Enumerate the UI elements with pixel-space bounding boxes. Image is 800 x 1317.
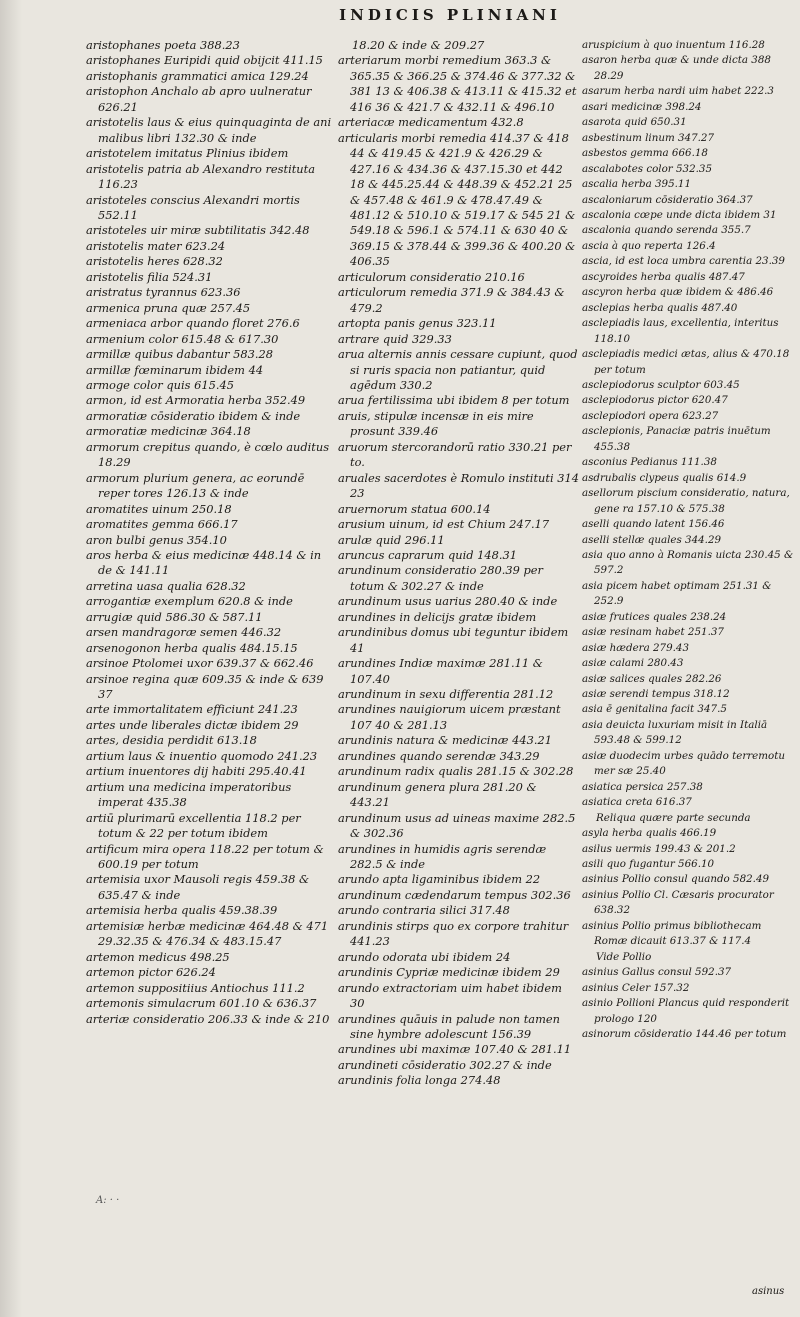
index-entry: artes unde liberales dictæ ibidem 29: [86, 717, 299, 732]
index-entry: asiæ salices quales 282.26: [582, 672, 722, 685]
index-entry: armenica pruna quæ 257.45: [86, 300, 251, 315]
index-entry: asiatica creta 616.37: [582, 796, 692, 809]
index-entry: aruis, stipulæ incensæ in eis mire prosunt 339.46: [338, 408, 534, 439]
index-entry: 18.20 & inde & 209.27: [352, 38, 485, 52]
index-entry: aristotelis patria ab Alexandro restituta 116.23: [86, 161, 316, 192]
index-entry: arundo extractoriam uim habet ibidem 30: [338, 980, 562, 1011]
index-entry: asia ē genitalina facit 347.5: [582, 703, 727, 716]
index-entry: arundinibus domus ubi teguntur ibidem 41: [338, 625, 569, 655]
index-entry: arundinis natura & medicinæ 443.21: [338, 733, 552, 748]
index-entry: ascyron herba quæ ibidem & 486.46: [582, 286, 774, 299]
index-entry: Reliqua quære parte secunda: [596, 811, 751, 824]
index-entry: aruales sacerdotes è Romulo instituti 314 23: [338, 470, 579, 501]
index-entry: artium una medicina imperatoribus imperat 435.38: [86, 779, 292, 810]
index-entry: arua fertilissima ubi ibidem 8 per totum: [338, 393, 570, 408]
index-entry: asinius Pollio primus bibliothecam Romæ dicauit 613.37 & 117.4: [582, 919, 762, 948]
index-entry: artemon medicus 498.25: [86, 949, 230, 964]
index-entry: asilus uermis 199.43 & 201.2: [582, 842, 736, 855]
index-entry: arteriacæ medicamentum 432.8: [338, 115, 524, 130]
index-entry: arundo contraria silici 317.48: [338, 903, 510, 918]
index-entry: arteriarum morbi remedium 363.3 & 365.35 & 366.25 & 374.46 & 377.32 & 381 13 & 406.38 & 413.11 & 415.32 et 416 36 & 421.7 & 432.11 & 496.10: [338, 53, 577, 114]
index-entry: asbestos gemma 666.18: [582, 147, 708, 160]
index-entry: asclepiodori opera 623.27: [582, 409, 719, 422]
index-entry: arusium uinum, id est Chium 247.17: [338, 517, 550, 532]
index-entry: ascalonia quando serenda 355.7: [582, 224, 751, 237]
index-entry: artopta panis genus 323.11: [338, 316, 497, 331]
index-entry: aruspicium à quo inuentum 116.28: [582, 39, 765, 51]
index-entry: artemisiæ herbæ medicinæ 464.48 & 471 29.32.35 & 476.34 & 483.15.47: [86, 918, 329, 949]
index-entry: artemon pictor 626.24: [86, 965, 216, 980]
index-entry: asclepionis, Panaciæ patris inuētum 455.38: [582, 425, 771, 453]
index-entry: arundinis stirps quo ex corpore trahitur 441.23: [338, 918, 569, 949]
index-entry: asarum herba nardi uim habet 222.3: [582, 85, 774, 98]
index-entry: articulorum consideratio 210.16: [338, 269, 525, 284]
index-entry: aselli quando latent 156.46: [582, 518, 725, 531]
index-entry: arrugiæ quid 586.30 & 587.11: [86, 609, 263, 624]
index-column-3: [582, 38, 798, 1042]
index-entry: articulorum remedia 371.9 & 384.43 & 479.2: [338, 285, 565, 315]
index-entry: asdrubalis clypeus qualis 614.9: [582, 471, 747, 484]
index-entry: arundines quando serendæ 343.29: [338, 748, 540, 763]
index-entry: artrare quid 329.33: [338, 331, 452, 346]
index-entry: asiæ serendi tempus 318.12: [582, 688, 730, 701]
index-entry: aros herba & eius medicinæ 448.14 & in de & 141.11: [86, 547, 322, 578]
index-entry: arundineti cōsideratio 302.27 & inde: [338, 1057, 552, 1072]
index-entry: arundines nauigiorum uicem præstant 107 40 & 281.13: [338, 702, 561, 732]
index-entry: asili quo fugantur 566.10: [582, 858, 715, 871]
index-entry: aromatites gemma 666.17: [86, 517, 238, 532]
index-entry: aruncus caprarum quid 148.31: [338, 547, 518, 562]
index-column-2: [338, 38, 580, 1089]
index-entry: armoratiæ medicinæ 364.18: [86, 424, 251, 439]
index-entry: arretina uasa qualia 628.32: [86, 578, 246, 593]
index-entry: asia picem habet optimam 251.31 & 252.9: [582, 579, 772, 608]
index-entry: aristophon Anchalo ab apro uulneratur 626.21: [86, 84, 312, 114]
index-entry: armenium color 615.48 & 617.30: [86, 331, 279, 346]
index-entry: artemon suppositiius Antiochus 111.2: [86, 980, 305, 995]
index-entry: artium laus & inuentio quomodo 241.23: [86, 748, 318, 763]
index-entry: aromatites uinum 250.18: [86, 501, 232, 516]
index-entry: ascaloniarum cōsideratio 364.37: [582, 193, 753, 206]
index-entry: asiæ calami 280.43: [582, 657, 684, 670]
index-entry: asclepiodorus sculptor 603.45: [582, 378, 740, 391]
index-entry: arte immortalitatem efficiunt 241.23: [86, 702, 298, 717]
index-entry: ascalonia cœpe unde dicta ibidem 31: [582, 208, 777, 221]
index-entry: asbestinum linum 347.27: [582, 131, 715, 144]
index-entry: artemisia herba qualis 459.38.39: [86, 903, 278, 918]
index-entry: arundines Indiæ maximæ 281.11 & 107.40: [338, 656, 543, 686]
index-entry: aristoteles conscius Alexandri mortis 552.11: [86, 192, 300, 222]
index-entry: armorum crepitus quando, è cœlo auditus 18.29: [86, 439, 330, 470]
index-entry: armoratiæ cōsideratio ibidem & inde: [86, 408, 301, 423]
index-entry: asinius Celer 157.32: [582, 981, 690, 994]
index-entry: arundines in humidis agris serendæ 282.5 & inde: [338, 841, 547, 872]
index-entry: asclepiadis laus, excellentia, interitus 118.10: [582, 317, 779, 345]
index-entry: asinius Gallus consul 592.37: [582, 966, 732, 979]
index-entry: ascalabotes color 532.35: [582, 162, 713, 175]
index-entry: arundines quāuis in palude non tamen sine hymbre adolescunt 156.39: [338, 1011, 560, 1041]
index-entry: armeniaca arbor quando floret 276.6: [86, 316, 300, 331]
index-entry: artes, desidia perdidit 613.18: [86, 733, 257, 748]
index-entry: arundinum cædendarum tempus 302.36: [338, 887, 571, 902]
index-entry: ascalia herba 395.11: [582, 178, 692, 191]
index-entry: asiæ resinam habet 251.37: [582, 626, 724, 639]
page-mark: A: · ·: [96, 1195, 120, 1206]
index-entry: arrogantiæ exemplum 620.8 & inde: [86, 594, 293, 609]
index-entry: articularis morbi remedia 414.37 & 418 44 & 419.45 & 421.9 & 426.29 & 427.16 & 434.36 & 437.15.30 et 442 18 & 445.25.44 & 448.39 & 452.21 25 & 457.48 & 461.9 & 478.47.49 & 481.12 & 510.10 & 519.17 & 545 21 & 549.18 & 596.1 & 574.11 & 630 40 & 369.15 & 378.44 & 399.36 & 400.20 & 406.35: [338, 130, 576, 269]
index-entry: artemisia uxor Mausoli regis 459.38 & 635.47 & inde: [86, 872, 310, 902]
index-entry: asinius Pollio Cl. Cæsaris procurator 638.32: [582, 888, 774, 917]
index-entry: arundinis Cypriæ medicinæ ibidem 29: [338, 965, 560, 980]
index-entry: arundo odorata ubi ibidem 24: [338, 949, 511, 964]
index-entry: Vide Pollio: [596, 950, 652, 963]
index-entry: arundo apta ligaminibus ibidem 22: [338, 872, 541, 887]
index-entry: aristotelis heres 628.32: [86, 254, 223, 269]
index-entry: arundinum consideratio 280.39 per totum & 302.27 & inde: [338, 563, 543, 593]
index-entry: armoge color quis 615.45: [86, 377, 234, 392]
index-entry: asyla herba qualis 466.19: [582, 827, 717, 840]
index-column-1: [86, 38, 336, 1027]
index-entry: aristophanes Euripidi quid obijcit 411.15: [86, 53, 323, 68]
index-entry: asclepiodorus pictor 620.47: [582, 394, 728, 407]
index-entry: artemonis simulacrum 601.10 & 636.37: [86, 996, 317, 1011]
index-entry: armillæ quibus dabantur 583.28: [86, 347, 273, 362]
index-entry: arsen mandragoræ semen 446.32: [86, 625, 282, 640]
index-entry: arsinoe Ptolomei uxor 639.37 & 662.46: [86, 656, 314, 671]
index-entry: aron bulbi genus 354.10: [86, 532, 227, 547]
index-entry: asiatica persica 257.38: [582, 780, 703, 793]
index-entry: aristotelis mater 623.24: [86, 238, 226, 253]
index-entry: aristotelis laus & eius quinquaginta de ani malibus libri 132.30 & inde: [86, 115, 332, 145]
index-entry: aruernorum statua 600.14: [338, 501, 491, 516]
index-entry: aristophanis grammatici amica 129.24: [86, 68, 309, 83]
index-entry: aristratus tyrannus 623.36: [86, 285, 241, 300]
index-entry: armon, id est Armoratia herba 352.49: [86, 393, 306, 408]
index-entry: asclepias herba qualis 487.40: [582, 301, 738, 314]
index-entry: ascia, id est loca umbra carentia 23.39: [582, 255, 785, 268]
running-header: INDICIS PLINIANI: [339, 6, 561, 24]
index-entry: aristoteles uir miræ subtilitatis 342.48: [86, 223, 310, 238]
index-entry: aristotelem imitatus Plinius ibidem: [86, 146, 289, 161]
index-entry: arundinum usus ad uineas maxime 282.5 & 302.36: [338, 810, 576, 841]
index-entry: armillæ fœminarum ibidem 44: [86, 362, 264, 377]
index-entry: artiū plurimarū excellentia 118.2 per totum & 22 per totum ibidem: [86, 810, 301, 841]
index-entry: artium inuentores dij habiti 295.40.41: [86, 764, 307, 779]
index-entry: arteriæ consideratio 206.33 & inde & 210: [86, 1011, 330, 1026]
index-entry: arsinoe regina quæ 609.35 & inde & 639 37: [86, 671, 324, 702]
index-entry: arundines ubi maximæ 107.40 & 281.11: [338, 1042, 572, 1057]
index-entry: asinio Pollioni Plancus quid responderit prologo 120: [582, 997, 790, 1025]
index-entry: asclepiadis medici ætas, alius & 470.18 per totum: [582, 348, 790, 376]
index-entry: asconius Pedianus 111.38: [582, 456, 717, 469]
index-entry: aselli stellæ quales 344.29: [582, 533, 722, 546]
index-entry: arundinum radix qualis 281.15 & 302.28: [338, 764, 574, 779]
index-entry: asaron herba quæ & unde dicta 388 28.29: [582, 54, 771, 82]
index-entry: asiæ frutices quales 238.24: [582, 610, 727, 623]
index-entry: arulæ quid 296.11: [338, 532, 445, 547]
index-entry: asinius Pollio consul quando 582.49: [582, 873, 770, 886]
index-entry: arundinis folia longa 274.48: [338, 1073, 501, 1088]
index-entry: asia deuicta luxuriam misit in Italiā 593.48 & 599.12: [582, 718, 768, 747]
index-entry: arua alternis annis cessare cupiunt, quod si ruris spacia non patiantur, quid agēdum 330.2: [338, 347, 578, 392]
index-entry: aristotelis filia 524.31: [86, 269, 213, 284]
catchword: asinus: [752, 1286, 785, 1297]
index-entry: asiæ hædera 279.43: [582, 641, 690, 654]
index-entry: ascyroides herba qualis 487.47: [582, 270, 745, 283]
index-entry: arsenogonon herba qualis 484.15.15: [86, 640, 298, 655]
index-entry: asellorum piscium consideratio, natura, gene ra 157.10 & 575.38: [582, 487, 790, 515]
index-entry: asinorum cōsideratio 144.46 per totum: [582, 1028, 787, 1040]
index-entry: asari medicinæ 398.24: [582, 100, 702, 113]
index-entry: arundinum usus uarius 280.40 & inde: [338, 594, 558, 609]
index-entry: asiæ duodecim urbes quādo terremotu mer sæ 25.40: [582, 749, 785, 778]
index-entry: arundinum in sexu differentia 281.12: [338, 687, 554, 702]
index-entry: arundines in delicijs gratæ ibidem: [338, 609, 537, 624]
index-entry: armorum plurium genera, ac eorundē reper tores 126.13 & inde: [86, 470, 305, 501]
index-entry: ascia à quo reperta 126.4: [582, 239, 716, 252]
index-entry: aruorum stercorandorū ratio 330.21 per to.: [338, 439, 572, 470]
index-entry: artificum mira opera 118.22 per totum & 600.19 per totum: [86, 841, 324, 872]
index-entry: arundinum genera plura 281.20 & 443.21: [338, 779, 537, 810]
index-entry: asarota quid 650.31: [582, 116, 687, 129]
index-entry: asia quo anno à Romanis uicta 230.45 & 597.2: [582, 548, 794, 577]
index-entry: aristophanes poeta 388.23: [86, 38, 240, 52]
